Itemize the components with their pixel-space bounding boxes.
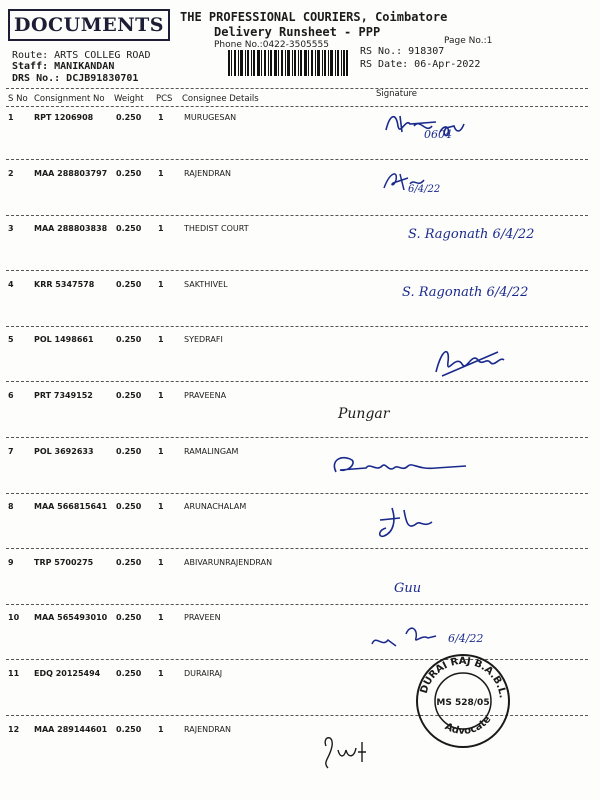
row-11-weight: 0.250 — [116, 669, 142, 678]
row-6-pcs: 1 — [158, 391, 164, 400]
row-11-consignment: EDQ 20125494 — [34, 669, 101, 678]
row-9-sno: 9 — [8, 557, 14, 567]
svg-text:Pungar: Pungar — [338, 406, 390, 422]
svg-text:Guu: Guu — [394, 581, 422, 596]
row-3-pcs: 1 — [158, 224, 164, 234]
signature-row-3-icon — [408, 220, 558, 256]
row-8-consignee: ARUNACHALAM — [184, 502, 247, 512]
row-10-pcs: 1 — [158, 613, 164, 623]
row-6-weight: 0.250 — [116, 391, 142, 400]
row-12-pcs: 1 — [158, 724, 164, 734]
barcode-icon — [228, 50, 348, 76]
svg-text:6/4/22: 6/4/22 — [448, 632, 484, 645]
signature-row-1-icon — [380, 108, 480, 142]
col-signature: Signature — [376, 89, 418, 99]
row-4-consignment: KRR 5347578 — [34, 279, 95, 289]
row-7-consignment: POL 3692633 — [34, 446, 94, 456]
col-weight: Weight — [114, 94, 144, 104]
row-divider — [6, 215, 588, 216]
row-divider — [6, 548, 588, 549]
row-8-pcs: 1 — [158, 502, 164, 512]
page-number: Page No.:1 — [444, 36, 493, 46]
row-2-consignee: RAJENDRAN — [184, 168, 231, 178]
row-divider — [6, 493, 588, 494]
signature-row-8-icon — [370, 500, 440, 544]
row-4-pcs: 1 — [158, 279, 164, 289]
row-divider — [6, 326, 588, 327]
row-1-weight: 0.250 — [116, 113, 142, 122]
row-divider — [6, 159, 588, 160]
row-divider — [6, 270, 588, 271]
svg-text:S. Ragonath 6/4/22: S. Ragonath 6/4/22 — [408, 227, 535, 242]
documents-stamp: DOCUMENTS — [8, 9, 170, 41]
row-8-consignment: MAA 566815641 — [34, 502, 108, 512]
row-8-weight: 0.250 — [116, 502, 142, 512]
row-10-consignee: PRAVEEN — [184, 613, 221, 623]
advocate-seal — [414, 652, 512, 750]
row-3-sno: 3 — [8, 224, 14, 234]
row-3-consignment: MAA 288803838 — [34, 224, 108, 234]
row-7-sno: 7 — [8, 446, 14, 456]
row-divider — [6, 437, 588, 438]
row-2-sno: 2 — [8, 168, 14, 178]
phone-number: Phone No.:0422-3505555 — [214, 40, 329, 50]
row-12-consignee: RAJENDRAN — [184, 724, 231, 734]
signature-row-5-icon — [428, 342, 512, 382]
svg-text:MS 528/05: MS 528/05 — [436, 698, 490, 708]
row-5-weight: 0.250 — [116, 335, 142, 345]
row-4-sno: 4 — [8, 279, 14, 289]
row-6-sno: 6 — [8, 391, 14, 400]
svg-text:S. Ragonath 6/4/22: S. Ragonath 6/4/22 — [402, 285, 529, 300]
signature-row-6-icon — [336, 398, 416, 428]
rs-number: RS No.: 918307 — [360, 46, 445, 57]
col-sno: S No — [8, 94, 28, 104]
signature-row-7-icon — [326, 450, 476, 484]
row-2-weight: 0.250 — [116, 168, 142, 178]
svg-text:6/4/22: 6/4/22 — [408, 184, 441, 195]
row-5-sno: 5 — [8, 335, 14, 345]
staff-label: Staff: MANIKANDAN — [12, 61, 115, 72]
row-9-consignment: TRP 5700275 — [34, 557, 94, 567]
row-12-weight: 0.250 — [116, 724, 142, 734]
row-8-sno: 8 — [8, 502, 14, 512]
row-3-consignee: THEDIST COURT — [184, 224, 249, 234]
row-10-sno: 10 — [8, 613, 20, 623]
row-9-consignee: ABIVARUNRAJENDRAN — [184, 557, 273, 567]
row-9-weight: 0.250 — [116, 557, 142, 567]
row-5-pcs: 1 — [158, 335, 164, 345]
row-7-weight: 0.250 — [116, 446, 142, 456]
header-bottom-divider — [6, 106, 588, 107]
row-2-pcs: 1 — [158, 168, 164, 178]
row-7-pcs: 1 — [158, 446, 164, 456]
row-1-pcs: 1 — [158, 113, 164, 122]
row-11-consignee: DURAIRAJ — [184, 669, 223, 678]
row-1-consignment: RPT 1206908 — [34, 113, 94, 122]
row-5-consignee: SYEDRAFI — [184, 335, 223, 345]
svg-text:0604: 0604 — [424, 128, 452, 141]
row-4-consignee: SAKTHIVEL — [184, 279, 228, 289]
col-consignment: Consignment No — [34, 94, 105, 104]
row-5-consignment: POL 1498661 — [34, 335, 94, 345]
row-7-consignee: RAMALINGAM — [184, 446, 239, 456]
svg-text:Advocate: Advocate — [442, 713, 494, 737]
row-10-weight: 0.250 — [116, 613, 142, 623]
row-9-pcs: 1 — [158, 557, 164, 567]
row-12-sno: 12 — [8, 724, 20, 734]
row-4-weight: 0.250 — [116, 279, 142, 289]
drs-number: DRS No.: DCJB91830701 — [12, 73, 139, 84]
svg-text:DURAI RAJ B.A.B.L.: DURAI RAJ B.A.B.L. — [418, 655, 508, 699]
header-top-divider — [6, 88, 588, 89]
row-2-consignment: MAA 288803797 — [34, 168, 108, 178]
row-3-weight: 0.250 — [116, 224, 142, 234]
signature-row-9-icon — [392, 574, 452, 600]
company-name: THE PROFESSIONAL COURIERS, Coimbatore — [180, 10, 448, 24]
route-label: Route: ARTS COLLEG ROAD — [12, 50, 151, 61]
col-consignee: Consignee Details — [182, 94, 259, 104]
signature-row-12-icon — [318, 732, 378, 772]
row-11-sno: 11 — [8, 669, 20, 678]
row-11-pcs: 1 — [158, 669, 164, 678]
rs-date: RS Date: 06-Apr-2022 — [360, 59, 481, 70]
signature-row-2-icon — [378, 164, 458, 200]
row-6-consignee: PRAVEENA — [184, 391, 227, 400]
row-12-consignment: MAA 289144601 — [34, 724, 108, 734]
row-6-consignment: PRT 7349152 — [34, 391, 93, 400]
row-10-consignment: MAA 565493010 — [34, 613, 108, 623]
row-1-consignee: MURUGESAN — [184, 113, 237, 122]
signature-row-4-icon — [402, 278, 552, 314]
row-divider — [6, 604, 588, 605]
row-1-sno: 1 — [8, 113, 14, 122]
col-pcs: PCS — [156, 94, 173, 104]
runsheet-title: Delivery Runsheet - PPP — [214, 25, 381, 39]
